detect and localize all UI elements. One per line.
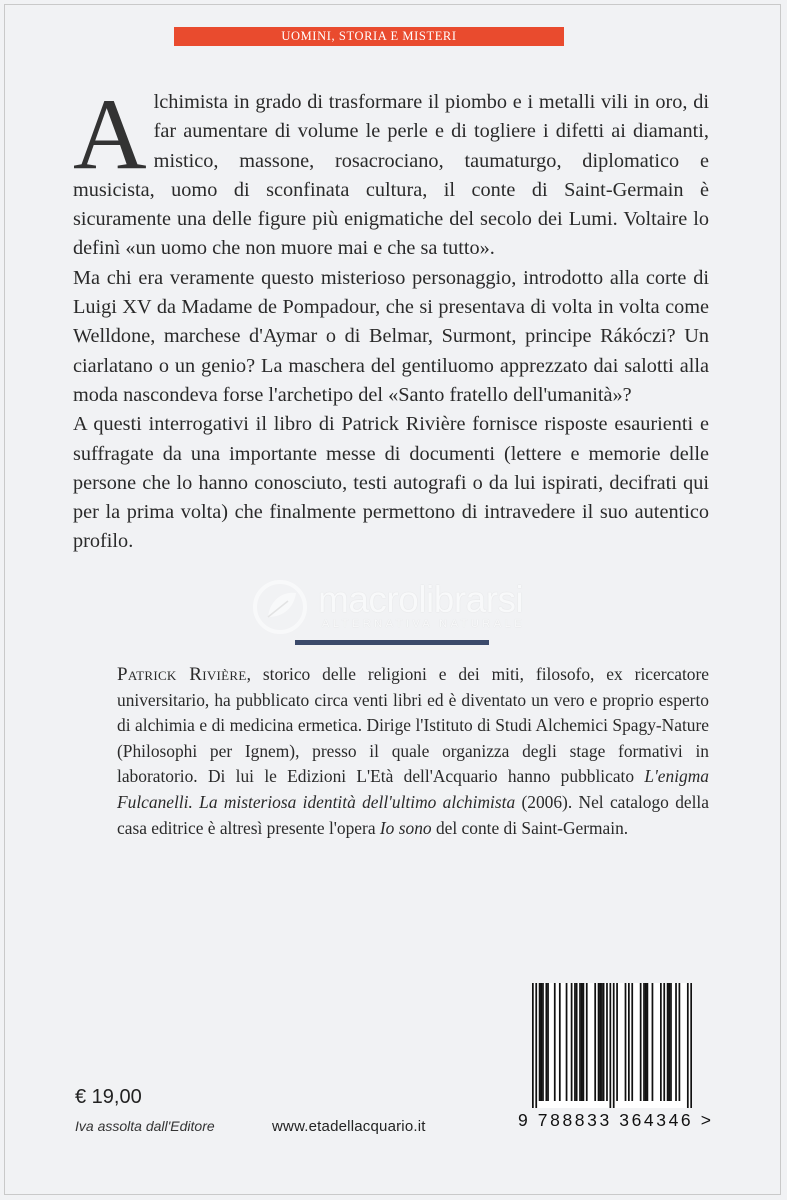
barcode-bar	[640, 983, 642, 1101]
barcode-bar	[675, 983, 677, 1101]
macrolibrarsi-watermark	[248, 577, 568, 637]
author-bio-part-2: (2006). Nel catalogo della casa editrice è altresì presente l'opera	[117, 791, 709, 838]
barcode-bar	[532, 983, 534, 1108]
vat-note: Iva assolta dall'Editore	[75, 1118, 215, 1134]
barcode-bar	[628, 983, 630, 1101]
barcode-bar	[601, 983, 603, 1101]
barcode-bar	[542, 983, 544, 1101]
author-name: Patrick Rivière	[117, 664, 247, 685]
barcode-bar	[645, 983, 647, 1101]
barcode-bar	[586, 983, 588, 1101]
watermark-tagline: ALTERNATIVA NATURALE	[322, 618, 526, 630]
barcode-bar	[559, 983, 561, 1101]
blurb-paragraph-3: A questi interrogativi il libro di Patrick Rivière fornisce risposte esaurienti e suffragate da una importante messe di documenti (lettere e memorie delle persone che lo hanno conosciuto, testi autografi o da lui ispirati, decifrati qui per la prima volta) che finalmente permettono di intravedere il suo autentico profilo.	[73, 413, 709, 553]
barcode-bar	[679, 983, 681, 1101]
price: € 19,00	[75, 1086, 142, 1108]
barcode-bar	[690, 983, 692, 1108]
blurb-paragraph-2: Ma chi era veramente questo misterioso personaggio, introdotto alla corte di Luigi XV da Madame de Pompadour, che si presentava di volta in volta come Welldone, marchese d'Aymar o di Belmar, Surmont, principe Rákóczi? Un ciarlatano o un genio? La maschera del gentiluomo apprezzato dai salotti alla moda nascondeva forse l'archetipo del «Santo fratello dell'umanità»?	[73, 266, 709, 406]
barcode-bar	[599, 983, 601, 1101]
blurb-paragraph-1	[73, 78, 709, 264]
publisher-website: www.etadellacquario.it	[272, 1118, 426, 1135]
barcode-bar	[652, 983, 654, 1101]
barcode-bar	[631, 983, 633, 1101]
barcode-bar	[687, 983, 689, 1108]
author-bio-part-1: , storico delle religioni e dei miti, filosofo, ex ricercatore universitario, ha pubblicato circa venti libri ed è diventato un vero e proprio esperto di alchimia e di medicina ermetica. Dirige l'Istituto di Studi Alchemici Spagy-Nature (Philosophi per Ignem), presso il quale organizza degli stage formativi in laboratorio. Di lui le Edizioni L'Età dell'Acquario hanno pubblicato	[117, 664, 709, 787]
blurb-text	[73, 78, 709, 557]
barcode-bar	[566, 983, 568, 1101]
drop-cap: A	[73, 78, 147, 191]
book-title-2: Io sono	[379, 817, 432, 838]
barcode-bar	[574, 983, 576, 1101]
blurb-paragraph-1-text: lchimista in grado di trasformare il piombo e i metalli vili in oro, di far aumentare di volume le perle e di togliere i difetti ai diamanti, mistico, massone, rosacrociano, taumaturgo, diplomatico e musicista, uomo di sconfinata cultura, il conte di Saint-Germain è sicuramente una delle figure più enigmatiche del secolo dei Lumi. Voltaire lo definì «un uomo che non muore mai e che sa tutto».	[73, 91, 709, 260]
isbn-number: 9 788833 364346 >	[518, 1110, 714, 1130]
leaf-logo-icon	[248, 577, 312, 637]
barcode-bar	[616, 983, 618, 1101]
barcode-bar	[576, 983, 578, 1101]
barcode-bar	[625, 983, 627, 1101]
barcode-bar	[594, 983, 596, 1101]
author-bio	[117, 662, 709, 841]
barcode-bar	[609, 983, 611, 1108]
barcode-bar	[545, 983, 547, 1101]
section-divider	[295, 640, 489, 645]
barcode-bar	[547, 983, 549, 1101]
book-title-1: L'enigma Fulcanelli. La misteriosa identità dell'ultimo alchimista	[117, 766, 709, 812]
barcode-bar	[647, 983, 649, 1101]
barcode-bar	[663, 983, 665, 1101]
watermark-name: macrolibrarsi	[318, 579, 524, 620]
barcode-bar	[535, 983, 537, 1108]
barcode-bar	[583, 983, 585, 1101]
barcode-bar	[554, 983, 556, 1101]
barcode-bar	[613, 983, 615, 1108]
barcode-bar	[579, 983, 581, 1101]
barcode-bar	[667, 983, 669, 1101]
barcode-bar	[598, 983, 600, 1101]
barcode-bar	[643, 983, 645, 1101]
barcode-bar	[539, 983, 541, 1101]
barcode-bar	[571, 983, 573, 1101]
barcode-bar	[670, 983, 672, 1101]
series-label: UOMINI, STORIA E MISTERI	[174, 27, 564, 46]
barcode-bar	[603, 983, 605, 1101]
barcode-bar	[540, 983, 542, 1101]
isbn-barcode	[532, 983, 692, 1108]
barcode-bar	[581, 983, 583, 1101]
barcode-bar	[668, 983, 670, 1101]
author-bio-part-3: del conte di Saint-Germain.	[431, 817, 629, 838]
barcode-bar	[606, 983, 608, 1101]
barcode-bar	[660, 983, 662, 1101]
